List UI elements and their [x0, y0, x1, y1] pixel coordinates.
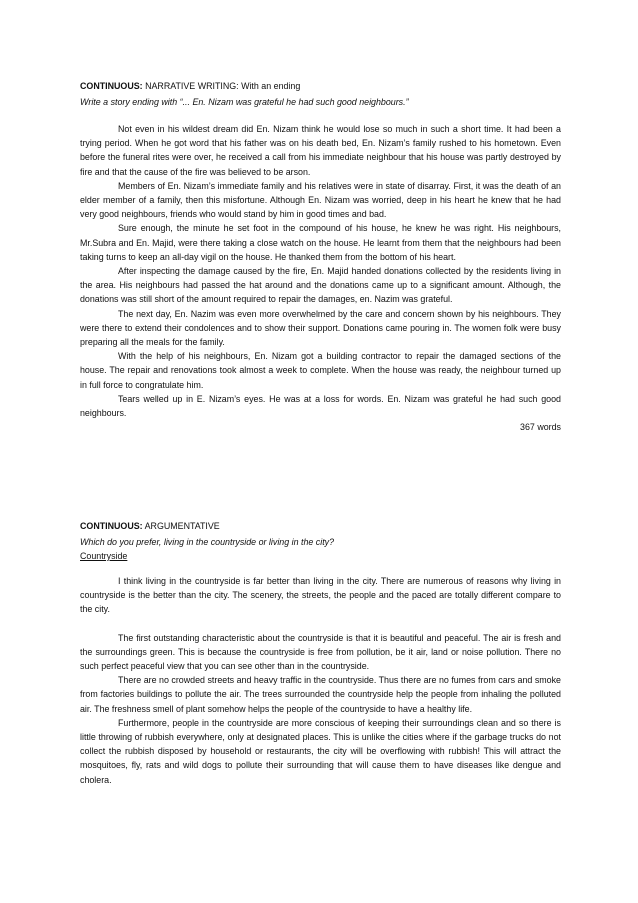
- section2-prompt: Which do you prefer, living in the countryside or living in the city?: [80, 537, 335, 547]
- paragraph: Sure enough, the minute he set foot in the compound of his house, he knew he was right. His neighbours, Mr.Subra and En. Majid, were there taking a close watch on the house. He learnt from them that the neighbours had been taking turns to keep an all-day vigil on the house. He thanked them from the bottom of his heart.: [80, 223, 561, 262]
- section2-body: [80, 574, 561, 787]
- section1-label: CONTINUOUS:: [80, 81, 143, 91]
- paragraph: The first outstanding characteristic about the countryside is that it is beautiful and peaceful. The air is fresh and the surroundings green. This is because the countryside is free from pollution, be it air, land or noise pollution. There no such perfect peaceful view that you can see other than in the countryside.: [80, 632, 561, 672]
- paragraph: I think living in the countryside is far better than living in the city. There are numerous of reasons why living in countryside is the better than the city. The scenery, the streets, the people and the paced are totally different compare to the city.: [80, 576, 561, 615]
- section1-heading: [80, 79, 561, 93]
- word-count: 367 words: [520, 422, 561, 433]
- section2-title: ARGUMENTATIVE: [144, 521, 220, 531]
- paragraph: There are no crowded streets and heavy traffic in the countryside. Thus there are no fumes from cars and smoke from factories buildings to pollute the air. The trees surrounded the countryside help the people from inhaling the polluted air. The freshness smell of plant somehow helps the people of the countryside to have a healthy life.: [80, 675, 561, 714]
- paragraph: Members of En. Nizam’s immediate family and his relatives were in state of disarray. First, it was the death of an elder member of a family, then this misfortune. Although En. Nizam was worried, deep in his heart he knew that he had very good neighbours, friends who would stand by him in good times and bad.: [80, 180, 561, 220]
- section2-subheading: Countryside: [80, 551, 128, 561]
- section2-heading: [80, 519, 561, 533]
- paragraph: Furthermore, people in the countryside are more conscious of keeping their surroundings clean and so there is little throwing of rubbish everywhere, only at designated places. This is unlike the cities where if the garbage trucks do not collect the rubbish disposed by household or restaurants, the city will be overflowing with rubbish! This will attract the mosquitoes, fly, rats and wild dogs to pollute their surrounding that will cause them to have diseases like dengue and cholera.: [80, 717, 561, 785]
- section2-subheading-row: [80, 549, 561, 563]
- paragraph: After inspecting the damage caused by the fire, En. Majid handed donations collected by the residents living in the area. His neighbours had passed the hat around and the donations came up to a significant amount. Although, the donations was still short of the amount required to repair the damages, en. Nazim was grateful.: [80, 266, 561, 305]
- section1-prompt: Write a story ending with “... En. Nizam was grateful he had such good neighbours.”: [80, 97, 409, 107]
- section1-body: [80, 122, 561, 434]
- section2-label: CONTINUOUS:: [80, 521, 143, 531]
- paragraph: Not even in his wildest dream did En. Nizam think he would lose so much in such a short time. It had been a trying period. When he got word that his father was on his death bed, En. Nizam’s family rushed to his hometown. Even before the funeral rites were over, he received a call from his immediate neighbour that his house was partly destroyed by fire and that the cause of the fire was believed to be arson.: [80, 124, 561, 177]
- paragraph: Tears welled up in E. Nizam’s eyes. He was at a loss for words. En. Nizam was grateful he had such good neighbours.: [80, 393, 561, 419]
- paragraph: The next day, En. Nazim was even more overwhelmed by the care and concern shown by his neighbours. They were there to extend their condolences and to show their support. Donations came pouring in. The women folk were busy preparing all the meals for the family.: [80, 308, 561, 348]
- section1-title: NARRATIVE WRITING: With an ending: [145, 81, 301, 91]
- paragraph: With the help of his neighbours, En. Nizam got a building contractor to repair the damaged sections of the house. The repair and renovations took almost a week to complete. When the house was ready, the neighbour turned up in full force to congratulate him.: [80, 351, 561, 390]
